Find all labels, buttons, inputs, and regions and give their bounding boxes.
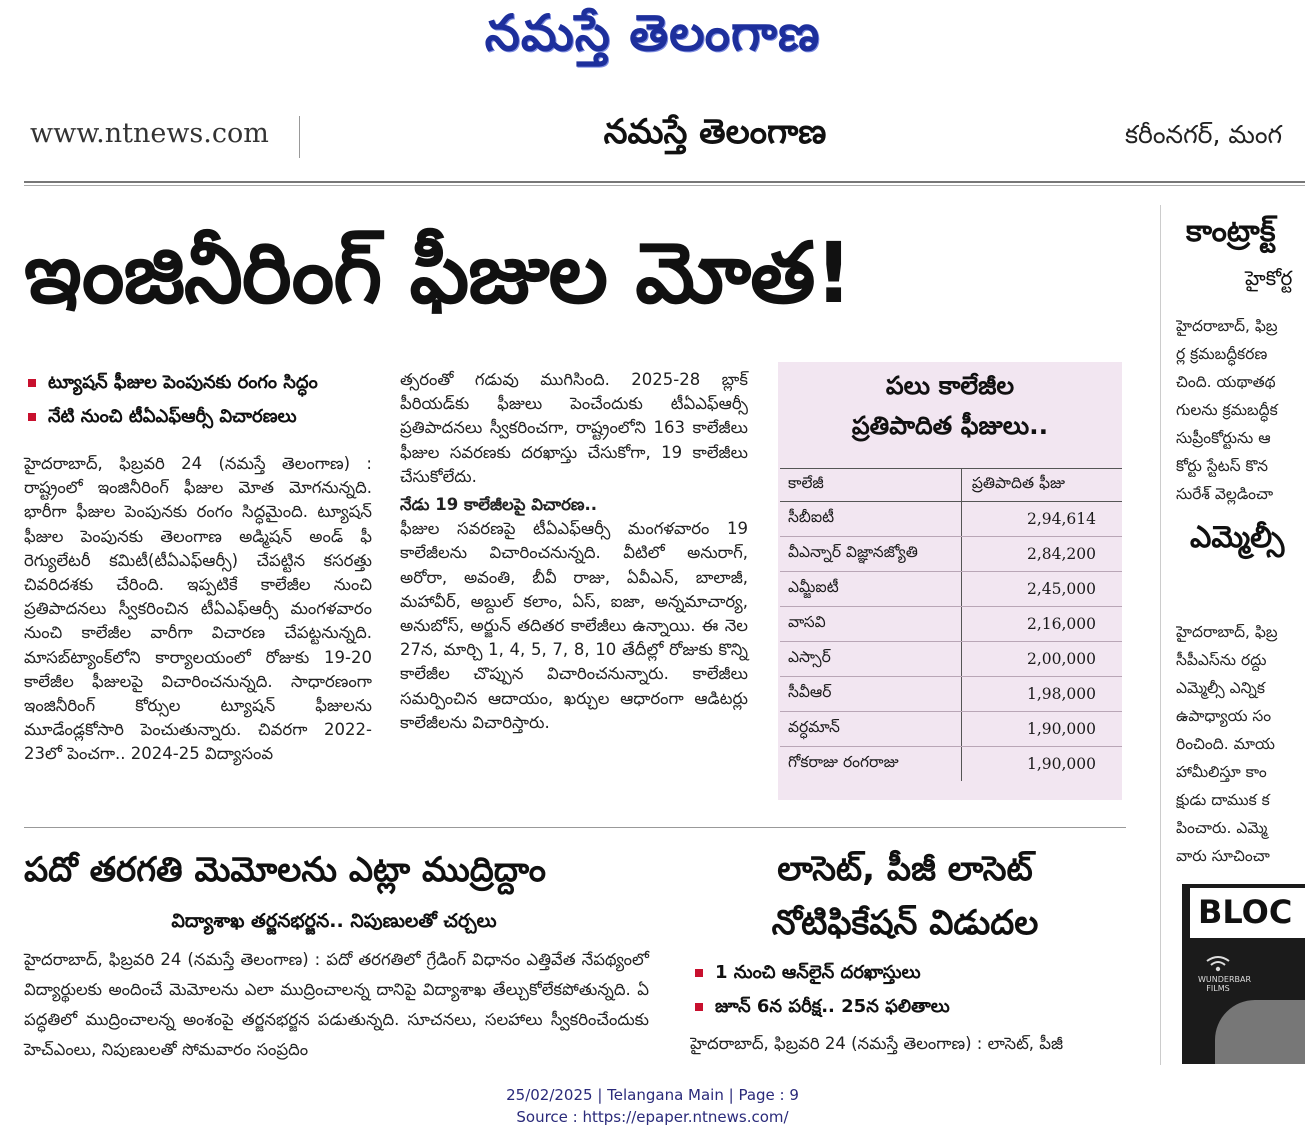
fee-cell: 1,90,000	[961, 712, 1122, 747]
fee-cell: 2,45,000	[961, 572, 1122, 607]
college-cell: సీబీఐటీ	[780, 502, 961, 537]
fee-cell: 2,00,000	[961, 642, 1122, 677]
side-story-line: హైదరాబాద్, ఫిబ్ర	[1176, 623, 1278, 641]
side-story-line: సీపీఎస్‌ను రద్దు	[1176, 651, 1267, 669]
section-divider	[24, 827, 1126, 828]
story3-bullet-text: జూన్ 6న పరీక్ష.. 25న ఫలితాలు	[715, 996, 950, 1017]
lead-bullet-text: నేటి నుంచి టీఏఎఫ్‌ఆర్సీ విచారణలు	[48, 406, 297, 427]
fee-cell: 2,16,000	[961, 607, 1122, 642]
wifi-logo-icon	[1205, 955, 1231, 973]
side-story-line: హామీలిస్తూ కాం	[1176, 763, 1267, 781]
column-header-college: కాలేజీ	[780, 469, 961, 502]
table-row	[780, 502, 1122, 537]
advertisement-logo	[1198, 955, 1252, 993]
fee-table	[780, 468, 1122, 781]
lead-bullet	[28, 406, 297, 431]
college-cell: వీఎన్నార్ విజ్ఞానజ్యోతి	[780, 537, 961, 572]
edition-dateline: కరీంనగర్, మంగ	[1125, 120, 1283, 149]
footer-edition-info: 25/02/2025 | Telangana Main | Page : 9	[506, 1086, 799, 1104]
side-story-line: ర్ల క్రమబద్ధీకరణ	[1176, 345, 1268, 363]
fee-table-title-line: పలు కాలేజీల	[885, 371, 1015, 400]
story3-bullet-text: 1 నుంచి ఆన్‌లైన్ దరఖాస్తులు	[715, 962, 921, 983]
bullet-square-icon	[28, 413, 36, 421]
header-divider	[299, 116, 300, 158]
fee-cell: 2,84,200	[961, 537, 1122, 572]
advertisement-text: BLOC	[1198, 893, 1293, 931]
college-cell: గోకరాజు రంగరాజు	[788, 753, 899, 771]
fee-cell: 1,90,000	[961, 747, 1122, 782]
story3-body: హైదరాబాద్, ఫిబ్రవరి 24 (నమస్తే తెలంగాణ) : లాసెట్, పీజీ	[690, 1034, 1064, 1053]
table-header-row	[780, 469, 1122, 502]
table-row	[780, 712, 1122, 747]
story2-subheading: విద్యాశాఖ తర్జనభర్జన.. నిపుణులతో చర్చలు	[171, 910, 497, 932]
table-row	[780, 607, 1122, 642]
college-cell: వర్ధమాన్	[780, 712, 961, 747]
footer-source-link[interactable]: Source : https://epaper.ntnews.com/	[516, 1108, 789, 1126]
side-story-line: క్షుడు దాముక క	[1176, 791, 1270, 809]
side-story1-headline: కాంట్రాక్ట్	[1186, 214, 1276, 249]
side-story-line: కోర్టు స్టేటస్ కొన	[1176, 457, 1268, 475]
story2-headline: పదో తరగతి మెమోలను ఎట్లా ముద్రిద్దాం	[24, 850, 547, 890]
side-story-line: ఎమ్మెల్సీ ఎన్నిక	[1176, 679, 1265, 697]
fee-table-title	[778, 366, 1122, 446]
fee-table-title-line: ప్రతిపాదిత ఫీజులు..	[851, 411, 1049, 440]
college-cell: సీవీఆర్	[780, 677, 961, 712]
lead-bullet-text: ట్యూషన్ ఫీజుల పెంపునకు రంగం సిద్ధం	[48, 372, 318, 393]
fee-cell: 1,98,000	[961, 677, 1122, 712]
side-story-line: పించారు. ఎమ్మె	[1176, 819, 1268, 837]
lead-column-2	[400, 368, 748, 735]
site-url[interactable]: www.ntnews.com	[30, 118, 269, 149]
header-rule-thin	[24, 185, 1305, 186]
side-story2-headline: ఎమ్మెల్సీ	[1190, 520, 1285, 555]
bullet-square-icon	[695, 1003, 703, 1011]
fee-cell: 2,94,614	[961, 502, 1122, 537]
table-row	[780, 572, 1122, 607]
advertisement-logo-caption: WUNDERBAR FILMS	[1198, 975, 1252, 993]
lead-paragraph: హైదరాబాద్, ఫిబ్రవరి 24 (నమస్తే తెలంగాణ) : రాష్ట్రంలో ఇంజినీరింగ్ ఫీజుల మోత మోగనున్నది. భారీగా ఫీజుల పెంపునకు రంగం సిద్ధమైంది. ట్యూషన్ ఫీజుల పెంపునకు తెలంగాణ అడ్మిషన్ అండ్ ఫీ రెగ్యులేటరీ కమిటీ(టీఏఎఫ్ఆర్సీ) చేపట్టిన కసరత్తు చివరిదశకు చేరింది. ఇప్పటికే కాలేజీల నుంచి ప్రతిపాదనలు స్వీకరించిన టీఏఎఫ్ఆర్సీ మంగళవారం నుంచి కాలేజీల వారీగా విచారణ చేపట్టనున్నది. మాసబ్‌ట్యాంక్‌లోని కార్యాలయంలో రోజుకు 19-20 కాలేజీల ఫీజులపై విచారించనున్నది. సాధారణంగా ఇంజినీరింగ్ కోర్సుల ట్యూషన్ ఫీజులను మూడేండ్లకోసారి పెంచుతున్నారు. చివరగా 2022-23లో పెంచగా.. 2024-25 విద్యాసంవ	[24, 454, 372, 764]
lead-headline: ఇంజినీరింగ్ ఫీజుల మోత!	[24, 224, 852, 322]
header-rule	[24, 181, 1305, 183]
side-story2-body	[1176, 618, 1305, 870]
side-story-line: రించింది. మాయ	[1176, 735, 1275, 753]
story2-body: హైదరాబాద్, ఫిబ్రవరి 24 (నమస్తే తెలంగాణ) : పదో తరగతిలో గ్రేడింగ్ విధానం ఎత్తివేత నేపథ్యంలో విద్యార్థులకు అందించే మెమోలను ఎలా ముద్రించాలన్న దానిపై విద్యాశాఖ తేల్చుకోలేకపోతున్నది. ఏ పద్ధతిలో ముద్రించాలన్న అంశంపై తర్జనభర్జన పడుతున్నది. సూచనలు, సలహాలు స్వీకరించేందుకు హెచ్ఎంలు, నిపుణులతో సోమవారం సంప్రదిం	[24, 950, 649, 1059]
bullet-square-icon	[28, 379, 36, 387]
column-divider	[1160, 205, 1161, 1065]
college-cell: ఎస్సార్	[780, 642, 961, 677]
college-cell: వాసవి	[780, 607, 961, 642]
bullet-square-icon	[695, 969, 703, 977]
table-row	[780, 642, 1122, 677]
table-row	[780, 537, 1122, 572]
story3-bullet	[695, 996, 950, 1021]
lead-paragraph: ఫీజుల సవరణపై టీఏఎఫ్ఆర్సీ మంగళవారం 19 కాలేజీలను విచారించనున్నది. వీటిలో అనురాగ్, అరోరా, అవంతి, బీవీ రాజు, ఏవీఎన్, బాలాజీ, మహావీర్, అబ్దుల్ కలాం, ఏస్, ఐజా, అన్నమాచార్య, అనుబోస్, అర్జున్ తదితర కాలేజీలు ఉన్నాయి. ఈ నెల 27న, మార్చి 1, 4, 5, 7, 8, 10 తేదీల్లో రోజుకు కొన్ని కాలేజీల చొప్పున విచారించనున్నారు. కాలేజీలు సమర్పించిన ఆదాయం, ఖర్చుల ఆధారంగా ఆడిటర్లు కాలేజీలను విచారిస్తారు.	[400, 519, 748, 732]
lead-subheading: నేడు 19 కాలేజీలపై విచారణ..	[400, 495, 598, 515]
masthead-title: నమస్తే తెలంగాణ	[484, 4, 821, 62]
side-story-line: చింది. యథాతథ	[1176, 373, 1276, 391]
lead-paragraph: త్సరంతో గడువు ముగిసింది. 2025-28 బ్లాక్ పీరియడ్‌కు ఫీజులు పెంచేందుకు టీఏఎఫ్ఆర్సీ ప్రతిపాదనలు స్వీకరించగా, రాష్ట్రంలోని 163 కాలేజీలు ఫీజుల సవరణకు దరఖాస్తు చేసుకోగా, 19 కాలేజీలు చేసుకోలేదు.	[400, 370, 748, 486]
page-footer	[0, 1084, 1305, 1128]
story3-headline-line: లాసెట్, పీజీ లాసెట్	[777, 849, 1033, 889]
table-row	[780, 677, 1122, 712]
college-cell: ఎమ్జీఐటీ	[780, 572, 961, 607]
advertisement-photo	[1215, 1000, 1305, 1064]
paper-name: నమస్తే తెలంగాణ	[603, 112, 827, 152]
side-story-line: వారు సూచించా	[1176, 847, 1270, 865]
story3-bullet	[695, 962, 921, 987]
side-story1-subheading: హైకోర్ట	[1245, 266, 1293, 290]
table-row	[780, 747, 1122, 782]
side-story-line: గులను క్రమబద్ధీక	[1176, 401, 1278, 419]
lead-column-1	[24, 452, 372, 767]
side-story-line: హైదరాబాద్, ఫిబ్ర	[1176, 317, 1278, 335]
story3-headline	[690, 842, 1120, 950]
side-story-line: సుప్రీంకోర్టును ఆ	[1176, 429, 1271, 447]
side-story-line: సురేశ్ వెల్లడించా	[1176, 485, 1274, 503]
column-header-fee: ప్రతిపాదిత ఫీజు	[961, 469, 1122, 502]
lead-bullet	[28, 372, 318, 397]
side-story1-body	[1176, 312, 1305, 508]
side-story-line: ఉపాధ్యాయ సం	[1176, 707, 1272, 725]
story3-headline-line: నోటిఫికేషన్ విడుదల	[771, 903, 1039, 943]
